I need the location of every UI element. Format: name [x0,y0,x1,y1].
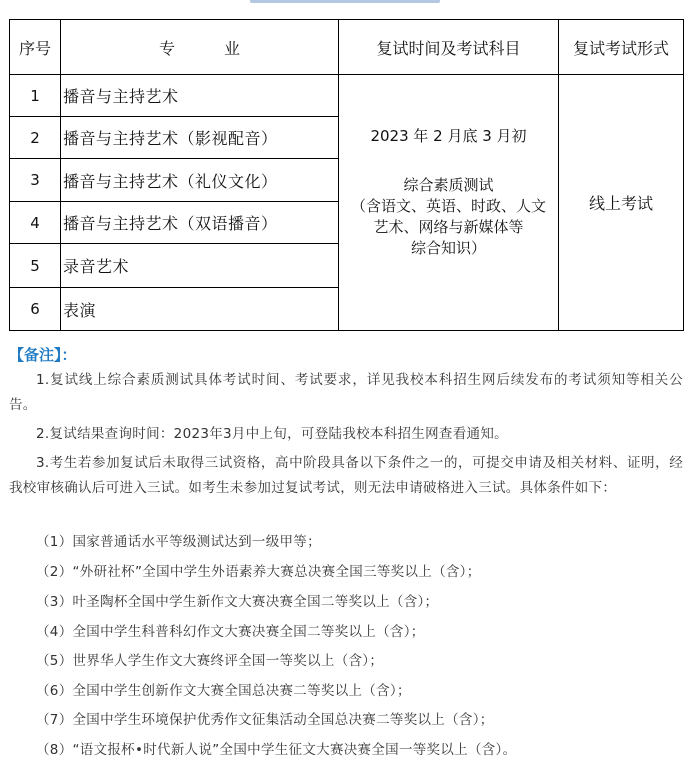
subject-line: 艺术、网络与新媒体等 [373,218,524,236]
condition-item: （6）全国中学生创新作文大赛全国总决赛二等奖以上（含）； [36,683,411,699]
header-no: 序号 [10,20,61,75]
row-major: 表演 [61,288,339,331]
header-major: 专 业 [61,20,339,75]
table-header-row [10,20,684,75]
row-no: 5 [10,244,61,288]
row-no: 4 [10,202,61,244]
header-time-subject: 复试时间及考试科目 [339,20,559,75]
time-subject-cell [339,75,559,331]
cropped-title-fragment [0,0,693,6]
condition-item: （4）全国中学生科普科幻作文大赛决赛全国二等奖以上（含）； [36,624,425,640]
remark-paragraph-3: 3.考生若参加复试后未取得三试资格，高中阶段具备以下条件之一的，可提交申请及相关材料、证明，经我校审核确认后可进入三试。如考生未参加过复试考试，则无法申请破格进入三试。具体条件如下： [9,455,683,496]
remark-paragraph-1: 1.复试线上综合素质测试具体考试时间、考试要求，详见我校本科招生网后续发布的考试须知等相关公告。 [9,372,683,413]
table-row [10,75,684,117]
row-major: 播音与主持艺术 [61,75,339,117]
subject-line: 综合知识） [410,239,486,257]
condition-item: （7）全国中学生环境保护优秀作文征集活动全国总决赛二等奖以上（含）； [36,712,494,728]
condition-item: （1）国家普通话水平等级测试达到一级甲等； [36,534,321,550]
exam-time: 2023 年 2 月底 3 月初 [370,127,527,145]
subject-line: 综合素质测试 [403,176,494,194]
row-major: 播音与主持艺术（礼仪文化） [61,159,339,202]
row-major: 播音与主持艺术（影视配音） [61,117,339,159]
subject-line: （含语文、英语、时政、人文 [350,197,546,215]
major-schedule-table [9,19,684,331]
exam-form-cell: 线上考试 [559,75,684,331]
row-major: 录音艺术 [61,244,339,288]
header-exam-form: 复试考试形式 [559,20,684,75]
condition-item: （2）“外研社杯”全国中学生外语素养大赛总决赛全国三等奖以上（含）； [36,564,481,580]
condition-item: （5）世界华人学生作文大赛终评全国一等奖以上（含）； [36,653,384,669]
remark-paragraph-2: 2.复试结果查询时间：2023年3月中上旬，可登陆我校本科招生网查看通知。 [36,426,508,442]
row-major: 播音与主持艺术（双语播音） [61,202,339,244]
row-no: 6 [10,288,61,331]
remark-title: 【备注】： [9,346,77,364]
row-no: 3 [10,159,61,202]
row-no: 1 [10,75,61,117]
row-no: 2 [10,117,61,159]
condition-item: （8）“语文报杯•时代新人说”全国中学生征文大赛决赛全国一等奖以上（含）。 [36,742,517,758]
condition-item: （3）叶圣陶杯全国中学生新作文大赛决赛全国二等奖以上（含）； [36,594,439,610]
